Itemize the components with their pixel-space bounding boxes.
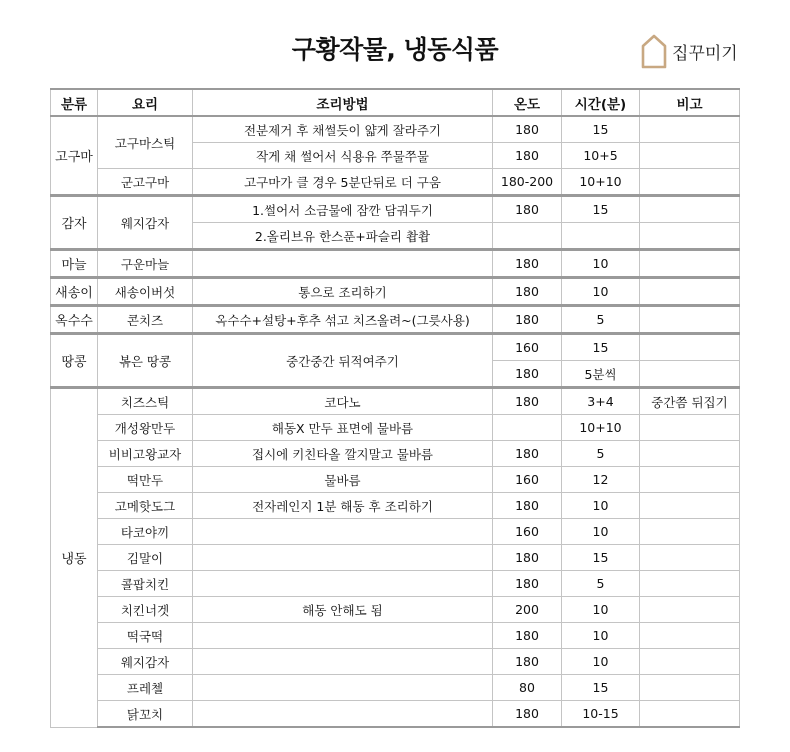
method-cell (193, 701, 493, 728)
temp-cell: 180 (493, 701, 562, 728)
table-row (51, 196, 740, 223)
time-cell: 3+4 (562, 388, 640, 415)
note-cell (640, 361, 740, 388)
dish-cell: 콘치즈 (98, 306, 193, 334)
note-cell (640, 519, 740, 545)
time-cell: 10+5 (562, 143, 640, 169)
dish-cell: 비비고왕교자 (98, 441, 193, 467)
temp-cell: 180 (493, 571, 562, 597)
table-row (51, 701, 740, 728)
table-row (51, 493, 740, 519)
note-cell (640, 250, 740, 278)
house-icon (640, 33, 668, 69)
method-cell (193, 675, 493, 701)
dish-cell: 군고구마 (98, 169, 193, 196)
temp-cell: 180 (493, 441, 562, 467)
method-cell (193, 623, 493, 649)
method-cell: 전분제거 후 채썰듯이 얇게 잘라주기 (193, 116, 493, 143)
note-cell (640, 143, 740, 169)
dish-cell: 웨지감자 (98, 649, 193, 675)
table-row (51, 623, 740, 649)
note-cell (640, 196, 740, 223)
time-cell: 5 (562, 441, 640, 467)
temp-cell: 180 (493, 623, 562, 649)
temp-cell: 180 (493, 545, 562, 571)
method-cell (193, 545, 493, 571)
table-row (51, 388, 740, 415)
method-cell: 전자레인지 1분 해동 후 조리하기 (193, 493, 493, 519)
note-cell (640, 649, 740, 675)
note-cell (640, 223, 740, 250)
header-temp: 온도 (493, 89, 562, 116)
note-cell (640, 278, 740, 306)
method-cell: 작게 채 썰어서 식용유 쭈물쭈물 (193, 143, 493, 169)
note-cell (640, 116, 740, 143)
note-cell (640, 415, 740, 441)
table-row (51, 116, 740, 143)
note-cell (640, 701, 740, 728)
dish-cell: 개성왕만두 (98, 415, 193, 441)
note-cell (640, 597, 740, 623)
category-cell: 땅콩 (51, 334, 98, 388)
method-cell: 물바름 (193, 467, 493, 493)
temp-cell: 180 (493, 196, 562, 223)
note-cell (640, 334, 740, 361)
temp-cell: 180 (493, 493, 562, 519)
method-cell (193, 250, 493, 278)
dish-cell: 프레첼 (98, 675, 193, 701)
time-cell: 15 (562, 116, 640, 143)
method-cell: 통으로 조리하기 (193, 278, 493, 306)
method-cell: 중간중간 뒤적여주기 (193, 334, 493, 388)
table-row (51, 415, 740, 441)
table-row (51, 571, 740, 597)
temp-cell: 180 (493, 306, 562, 334)
note-cell (640, 467, 740, 493)
method-cell: 해동 안해도 됨 (193, 597, 493, 623)
method-cell: 1.썰어서 소금물에 잠깐 담궈두기 (193, 196, 493, 223)
temp-cell: 200 (493, 597, 562, 623)
dish-cell: 치킨너겟 (98, 597, 193, 623)
temp-cell: 180 (493, 388, 562, 415)
header-dish: 요리 (98, 89, 193, 116)
cooking-table (50, 88, 740, 728)
temp-cell: 180 (493, 143, 562, 169)
temp-cell: 80 (493, 675, 562, 701)
dish-cell: 떡국떡 (98, 623, 193, 649)
method-cell (193, 519, 493, 545)
table-row (51, 441, 740, 467)
temp-cell: 180 (493, 116, 562, 143)
time-cell: 5 (562, 306, 640, 334)
method-cell: 해동X 만두 표면에 물바름 (193, 415, 493, 441)
note-cell (640, 441, 740, 467)
time-cell: 10+10 (562, 415, 640, 441)
dish-cell: 고구마스틱 (98, 116, 193, 169)
time-cell (562, 223, 640, 250)
dish-cell: 닭꼬치 (98, 701, 193, 728)
time-cell: 12 (562, 467, 640, 493)
note-cell (640, 493, 740, 519)
time-cell: 10 (562, 597, 640, 623)
table-row (51, 545, 740, 571)
temp-cell: 160 (493, 519, 562, 545)
table-row (51, 519, 740, 545)
note-cell (640, 675, 740, 701)
table-row (51, 675, 740, 701)
dish-cell: 떡만두 (98, 467, 193, 493)
category-cell: 새송이 (51, 278, 98, 306)
dish-cell: 타코야끼 (98, 519, 193, 545)
temp-cell (493, 415, 562, 441)
note-cell: 중간쯤 뒤집기 (640, 388, 740, 415)
dish-cell: 김말이 (98, 545, 193, 571)
temp-cell: 180-200 (493, 169, 562, 196)
category-cell: 감자 (51, 196, 98, 250)
brand-logo (640, 33, 738, 69)
category-cell: 냉동 (51, 388, 98, 728)
category-cell: 고구마 (51, 116, 98, 196)
header-time: 시간(분) (562, 89, 640, 116)
dish-cell: 볶은 땅콩 (98, 334, 193, 388)
table-row (51, 467, 740, 493)
time-cell: 5 (562, 571, 640, 597)
page-title: 구황작물, 냉동식품 (291, 35, 499, 64)
time-cell: 15 (562, 675, 640, 701)
note-cell (640, 306, 740, 334)
time-cell: 10 (562, 649, 640, 675)
time-cell: 10 (562, 278, 640, 306)
dish-cell: 고메핫도그 (98, 493, 193, 519)
time-cell: 15 (562, 334, 640, 361)
time-cell: 15 (562, 545, 640, 571)
time-cell: 5분씩 (562, 361, 640, 388)
dish-cell: 치즈스틱 (98, 388, 193, 415)
time-cell: 10+10 (562, 169, 640, 196)
dish-cell: 콜팝치킨 (98, 571, 193, 597)
note-cell (640, 169, 740, 196)
method-cell (193, 571, 493, 597)
category-cell: 마늘 (51, 250, 98, 278)
time-cell: 10 (562, 623, 640, 649)
method-cell: 코다노 (193, 388, 493, 415)
method-cell: 2.올리브유 한스푼+파슬리 촵촵 (193, 223, 493, 250)
header-category: 분류 (51, 89, 98, 116)
note-cell (640, 623, 740, 649)
time-cell: 10 (562, 493, 640, 519)
table-row (51, 334, 740, 361)
table-row (51, 306, 740, 334)
note-cell (640, 571, 740, 597)
table-header-row (51, 89, 740, 116)
method-cell: 접시에 키친타올 깔지말고 물바름 (193, 441, 493, 467)
dish-cell: 구운마늘 (98, 250, 193, 278)
table-row (51, 649, 740, 675)
header-note: 비고 (640, 89, 740, 116)
method-cell: 옥수수+설탕+후추 섞고 치즈올려~(그릇사용) (193, 306, 493, 334)
method-cell: 고구마가 클 경우 5분단뒤로 더 구움 (193, 169, 493, 196)
temp-cell: 160 (493, 467, 562, 493)
temp-cell: 180 (493, 278, 562, 306)
table-row (51, 597, 740, 623)
table-row (51, 169, 740, 196)
temp-cell: 160 (493, 334, 562, 361)
header-method: 조리방법 (193, 89, 493, 116)
category-cell: 옥수수 (51, 306, 98, 334)
time-cell: 10 (562, 519, 640, 545)
temp-cell: 180 (493, 361, 562, 388)
table-row (51, 250, 740, 278)
dish-cell: 웨지감자 (98, 196, 193, 250)
note-cell (640, 545, 740, 571)
table-row (51, 278, 740, 306)
dish-cell: 새송이버섯 (98, 278, 193, 306)
time-cell: 10 (562, 250, 640, 278)
brand-name: 집꾸미기 (672, 43, 738, 64)
time-cell: 15 (562, 196, 640, 223)
temp-cell: 180 (493, 649, 562, 675)
temp-cell (493, 223, 562, 250)
method-cell (193, 649, 493, 675)
time-cell: 10-15 (562, 701, 640, 728)
temp-cell: 180 (493, 250, 562, 278)
